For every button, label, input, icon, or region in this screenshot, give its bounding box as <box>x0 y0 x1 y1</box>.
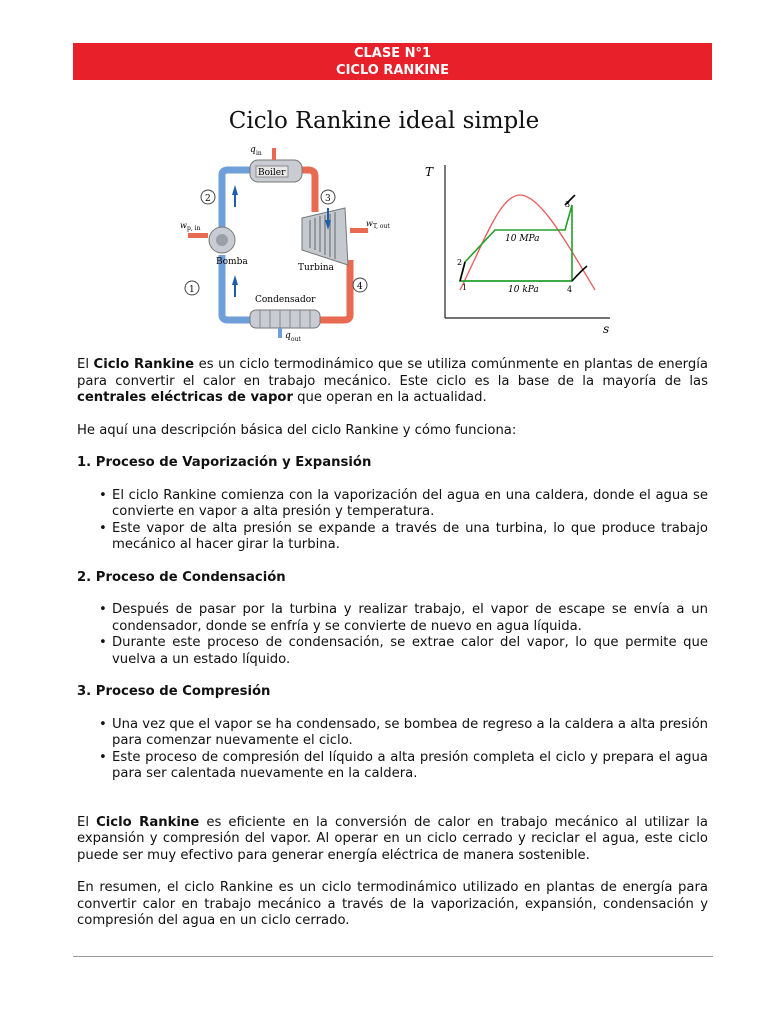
lead-paragraph: He aquí una descripción básica del ciclo Rankine y cómo funciona: <box>77 422 517 438</box>
page-title: Ciclo Rankine ideal simple <box>228 108 540 134</box>
state-2-label: 2 <box>205 194 211 204</box>
list-item: • Este vapor de alta presión se expande a través de una turbina, lo que produce trabajo mecánico al hacer girar la turbina. <box>112 521 708 554</box>
state-3-label: 3 <box>325 194 331 204</box>
summary-paragraph: En resumen, el ciclo Rankine es un ciclo termodinámico utilizado en plantas de energía para convertir calor en trabajo mecánico a través de la vaporización, expansión, condensación y compresión del agua en un ciclo cerrado. <box>77 880 708 928</box>
flow-arrow-up <box>232 185 238 195</box>
turbine-work-arrow <box>350 228 368 233</box>
conclusion-paragraph: El Ciclo Rankine es eficiente en la conversión de calor en trabajo mecánico al utilizar la expansión y compresión del vapor. Al operar en un ciclo cerrado y reciclar el agua, este ciclo puede ser muy efectivo para generar energía eléctrica de manera sostenible. <box>77 814 708 863</box>
section-3-list <box>77 717 708 783</box>
section-heading-1: 1. Proceso de Vaporización y Expansión <box>77 455 372 470</box>
ts-axis-y-label: T <box>425 165 434 179</box>
footer-divider <box>73 956 713 957</box>
term-ciclo-rankine-2: Ciclo Rankine <box>96 814 200 830</box>
high-pressure-label: 10 MPa <box>505 234 540 244</box>
state-1-label: 1 <box>189 285 195 295</box>
heat-in-arrow <box>272 148 276 160</box>
turbine-label: Turbina <box>298 263 334 273</box>
term-centrales: centrales eléctricas de vapor <box>77 390 293 405</box>
heat-in-sub: in <box>256 150 262 157</box>
intro-paragraph: El Ciclo Rankine es un ciclo termodinámico que se utiliza comúnmente en plantas de energía para convertir el calor en trabajo mecánico. Este ciclo es la base de la mayoría de las centrales eléctricas de vapor que operan en la actualidad. <box>77 357 708 405</box>
heat-out-sub: out <box>291 336 301 343</box>
pump-work-sub: p, in <box>187 225 201 232</box>
ts-axis-x-label: s <box>603 322 610 335</box>
heat-out-label: q <box>285 331 291 341</box>
heat-out-arrow <box>278 328 282 338</box>
list-item: • Una vez que el vapor se ha condensado, se bombea de regreso a la caldera a alta presión para comenzar nuevamente el ciclo. <box>112 717 708 750</box>
section-heading-2: 2. Proceso de Condensación <box>77 569 286 585</box>
condenser-label: Condensador <box>255 295 316 305</box>
turbine-work-sub: T, out <box>373 223 390 230</box>
flow-arrow-up-lower <box>232 275 238 285</box>
pipe-2-top <box>222 170 250 175</box>
class-header <box>73 43 712 80</box>
pump-label: Bomba <box>216 257 248 267</box>
list-item: • El ciclo Rankine comienza con la vaporización del agua en una caldera, donde el agua se convierte en vapor a alta presión y temperatura. <box>112 488 708 521</box>
ts-point-4: 4 <box>567 285 573 294</box>
ts-point-2: 2 <box>457 258 463 267</box>
list-item: • Durante este proceso de condensación, se extrae calor del vapor, lo que permite que vuelva a un estado líquido. <box>112 635 708 668</box>
header-line-2: CICLO RANKINE <box>336 63 449 78</box>
list-item: • Este proceso de compresión del líquido a alta presión completa el ciclo y prepara el agua para ser calentada nuevamente en la caldera. <box>112 750 708 783</box>
ts-point-1: 1 <box>462 283 468 292</box>
boiler-label: Boiler <box>258 168 286 178</box>
ts-diagram <box>415 160 620 335</box>
turbine-work-label: w <box>366 219 373 228</box>
list-item: • Después de pasar por la turbina y realizar trabajo, el vapor de escape se envía a un condensador, donde se enfría y se convierte de nuevo en agua líquida. <box>112 602 708 635</box>
low-pressure-label: 10 kPa <box>508 285 539 295</box>
ts-point-3: 3 <box>565 200 571 209</box>
pump-work-label: w <box>180 221 187 230</box>
pipe-3 <box>300 170 315 212</box>
section-heading-3: 3. Proceso de Compresión <box>77 684 271 699</box>
state-4-label: 4 <box>357 282 363 292</box>
heat-in-label: q <box>250 145 256 155</box>
pump-work-arrow <box>188 233 208 238</box>
pump-rotor <box>216 234 228 246</box>
document-body <box>77 357 708 930</box>
header-line-1: CLASE N°1 <box>353 46 432 61</box>
section-2-list <box>77 602 708 668</box>
term-ciclo-rankine: Ciclo Rankine <box>93 357 195 372</box>
section-1-list <box>77 488 708 554</box>
rankine-cycle-schematic <box>170 140 410 345</box>
